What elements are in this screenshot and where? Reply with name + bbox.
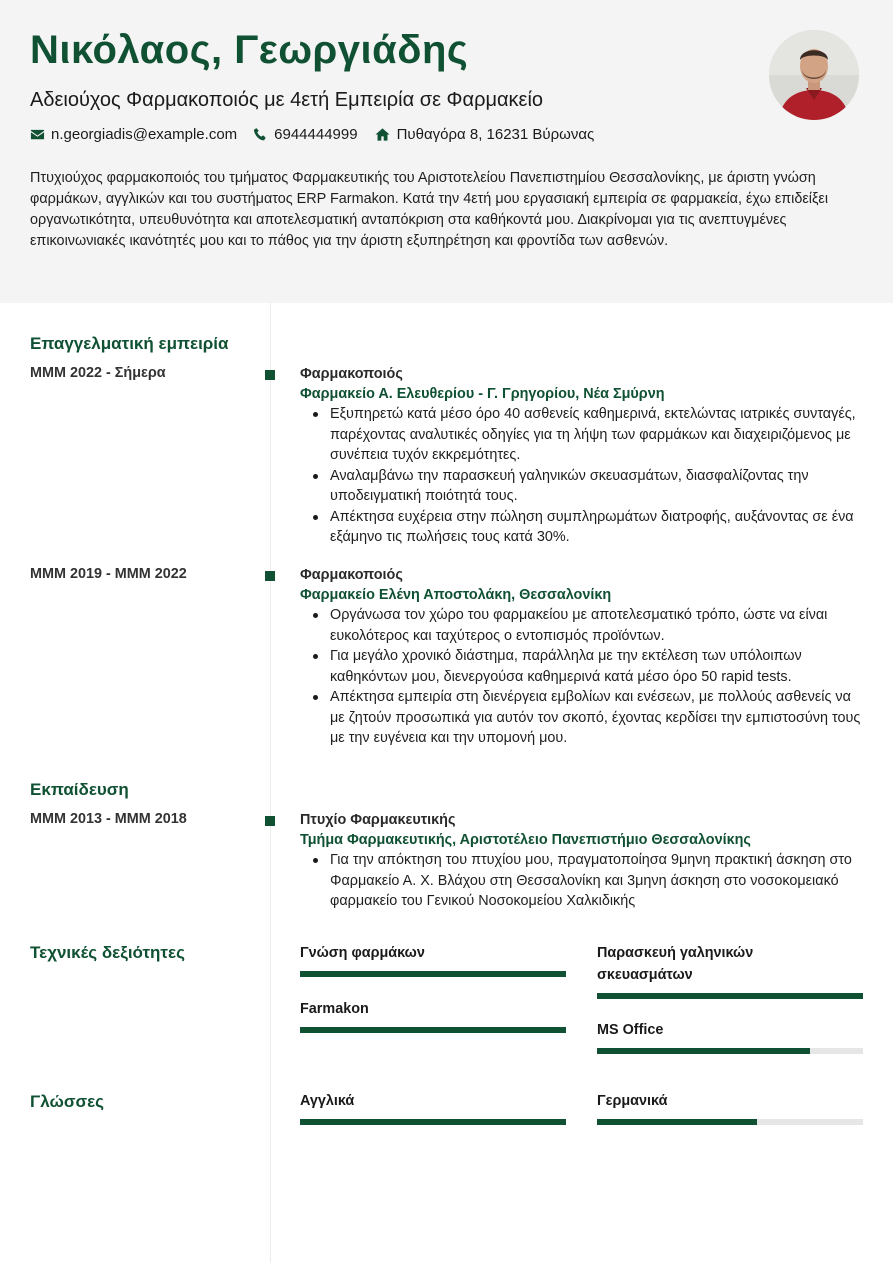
achievement-item: Για μεγάλο χρονικό διάστημα, παράλληλα με την εκτέλεση των υπόλοιπων καθηκόντων μου, διενεργούσα καθημερινά κατά μέσο όρο 50 rapid tests. [300,646,865,687]
skill-level-fill [300,971,566,977]
email-text: n.georgiadis@example.com [51,126,238,143]
experience-entry [300,565,865,749]
education-entry [300,810,865,912]
profile-photo [769,30,859,120]
experience-date: MMM 2019 - MMM 2022 [30,566,187,582]
address-text: Πυθαγόρα 8, 16231 Βύρωνας [396,126,595,143]
skill-item [300,998,566,1033]
experience-entry [300,364,865,548]
language-label: Γερμανικά [597,1093,668,1109]
contact-phone[interactable] [253,126,357,143]
language-level-fill [300,1119,566,1125]
employer-name: Φαρμακείο Α. Ελευθερίου - Γ. Γρηγορίου, Νέα Σμύρνη [300,386,665,402]
skill-label: MS Office [597,1022,664,1038]
timeline-marker [265,816,275,826]
degree-title: Πτυχίο Φαρμακευτικής [300,812,456,828]
achievement-list [300,605,865,749]
skill-level-bar [597,993,863,999]
education-date: MMM 2013 - MMM 2018 [30,811,187,827]
skill-level-fill [597,1048,810,1054]
contact-address [374,126,595,143]
language-label: Αγγλικά [300,1093,355,1109]
experience-date: MMM 2022 - Σήμερα [30,365,166,381]
achievement-item: Οργάνωσα τον χώρο του φαρμακείου με αποτελεσματικό τρόπο, ώστε να είναι ευκολότερος και ταχύτερος ο εντοπισμός προϊόντων. [300,605,865,646]
phone-text: 6944444999 [274,126,358,143]
skill-item [300,942,566,977]
experience-section-title: Επαγγελματική εμπειρία [30,334,229,353]
education-details-list [300,850,865,912]
skill-item [597,942,863,999]
envelope-icon [30,127,45,142]
achievement-item: Απέκτησα εμπειρία στη διενέργεια εμβολίων και ενέσεων, με πολλούς ασθενείς να με ζητούν προσωπικά για αυτόν τον σκοπό, έχοντας κερδίσει την εμπιστοσύνη τους με την ευγένεια και την υπομονή μου. [300,687,865,749]
skill-label: Γνώση φαρμάκων [300,945,425,961]
skill-level-bar [597,1048,863,1054]
skill-item [597,1019,863,1054]
skill-label: Farmakon [300,1001,369,1017]
resume-header [0,0,893,303]
education-detail-item: Για την απόκτηση του πτυχίου μου, πραγματοποίησα 9μηνη πρακτική άσκηση στο Φαρμακείο Α. Χ. Βλάχου στη Θεσσαλονίκη και 3μηνη άσκηση στο νοσοκομειακό φαρμακείο του Γενικού Νοσοκομείου Χαλκιδικής [300,850,865,912]
timeline-marker [265,370,275,380]
language-level-bar [300,1119,566,1125]
candidate-headline: Αδειούχος Φαρμακοποιός με 4ετή Εμπειρία σε Φαρμακείο [30,89,544,111]
institution-name: Τμήμα Φαρμακευτικής, Αριστοτέλειο Πανεπιστήμιο Θεσσαλονίκης [300,832,751,848]
profile-summary: Πτυχιούχος φαρμακοποιός του τμήματος Φαρμακευτικής του Αριστοτελείου Πανεπιστημίου Θεσσαλονίκης, με άριστη γνώση φαρμάκων, αγγλικών και του συστήματος ERP Farmakon. Κατά την 4ετή μου εργασιακή εμπειρία σε φαρμακεία, έχω επιδείξει οργανωτικότητα, υπευθυνότητα και αποτελεσματική ανταπόκριση στα καθήκοντά μου. Διακρίνομαι για τις ανεπτυγμένες επικοινωνιακές ικανότητές μου και το πάθος για την άριστη εξυπηρέτηση και φροντίδα των ασθενών. [30,170,829,249]
phone-icon [253,127,268,142]
employer-name: Φαρμακείο Ελένη Αποστολάκη, Θεσσαλονίκη [300,587,612,603]
achievement-item: Απέκτησα ευχέρεια στην πώληση συμπληρωμάτων διατροφής, αυξάνοντας σε ένα εξάμηνο τις πωλήσεις τους κατά 30%. [300,507,865,548]
timeline-marker [265,571,275,581]
person-photo-icon [769,30,859,120]
job-title: Φαρμακοποιός [300,366,403,382]
contact-email[interactable] [30,126,237,143]
language-item [300,1090,566,1125]
column-divider [270,303,271,1263]
language-item [597,1090,863,1125]
contact-info [30,126,610,143]
candidate-name: Νικόλαος, Γεωργιάδης [30,28,469,72]
skill-level-fill [300,1027,566,1033]
education-section-title: Εκπαίδευση [30,780,129,799]
achievement-list [300,404,865,548]
languages-section-title: Γλώσσες [30,1092,104,1111]
skills-section-title: Τεχνικές δεξιότητες [30,943,185,962]
language-level-bar [597,1119,863,1125]
skill-level-bar [300,971,566,977]
job-title: Φαρμακοποιός [300,567,403,583]
achievement-item: Αναλαμβάνω την παρασκευή γαληνικών σκευασμάτων, διασφαλίζοντας την υποδειγματική ποιότητά τους. [300,466,865,507]
achievement-item: Εξυπηρετώ κατά μέσο όρο 40 ασθενείς καθημερινά, εκτελώντας ιατρικές συνταγές, παρέχοντας αναλυτικές οδηγίες για τη λήψη των φαρμάκων και διαχειριζόμενος με συνέπεια τυχόν εκκρεμότητες. [300,404,865,466]
home-icon [374,127,391,142]
skill-level-bar [300,1027,566,1033]
language-level-fill [597,1119,757,1125]
skill-level-fill [597,993,863,999]
skill-label: Παρασκευή γαληνικών σκευασμάτων [597,945,754,983]
